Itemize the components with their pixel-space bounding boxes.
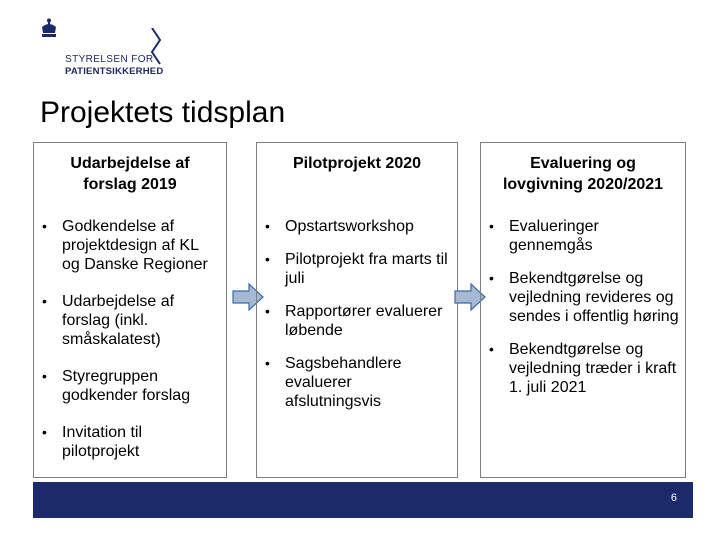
- logo-line-1: STYRELSEN FOR: [65, 54, 154, 65]
- page-number: 6: [670, 492, 677, 504]
- list-item: • Invitation til pilotprojekt: [42, 424, 143, 460]
- logo-line-2: PATIENTSIKKERHED: [65, 66, 164, 77]
- list-item: • Styregruppen godkender forslag: [42, 368, 191, 404]
- list-item: • Udarbejdelse af forslag (inkl. småskalatest): [42, 293, 175, 348]
- bullet-list: [34, 217, 220, 475]
- phase-column-2020: [256, 142, 458, 478]
- column-heading: Evaluering og lovgivning 2020/2021: [502, 155, 664, 193]
- bullet-list: [481, 217, 679, 411]
- list-item: • Bekendtgørelse og vejledning revideres og sendes i offentlig høring: [489, 270, 679, 325]
- footer-bar: [33, 482, 693, 518]
- list-item: • Opstartsworkshop: [265, 218, 414, 235]
- list-item: • Bekendtgørelse og vejledning træder i kraft 1. juli 2021: [489, 341, 677, 396]
- phase-column-2019: [33, 142, 227, 478]
- list-item: • Pilotprojekt fra marts til juli: [265, 251, 448, 287]
- column-heading: Pilotprojekt 2020: [292, 155, 422, 172]
- list-item: • Evalueringer gennemgås: [489, 218, 599, 254]
- list-item: • Sagsbehandlere evaluerer afslutningsvis: [265, 355, 402, 410]
- bullet-list: [257, 217, 451, 425]
- slide-title: Projektets tidsplan: [40, 96, 286, 129]
- column-heading: Udarbejdelse af forslag 2019: [70, 155, 190, 193]
- list-item: • Godkendelse af projektdesign af KL og Danske Regioner: [42, 218, 208, 273]
- wave-icon: [150, 28, 170, 68]
- list-item: • Rapportører evaluerer løbende: [265, 303, 443, 339]
- phase-column-2020-2021: [480, 142, 686, 478]
- agency-logo: [32, 18, 164, 77]
- crown-icon: [40, 18, 58, 40]
